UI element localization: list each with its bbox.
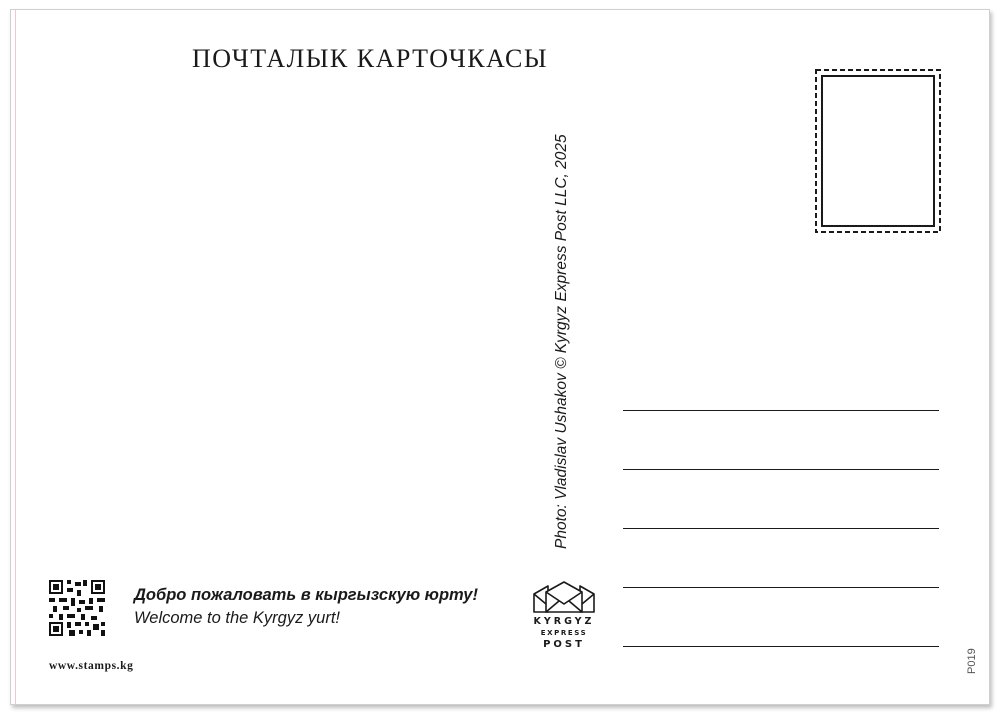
kyrgyz-express-post-logo <box>529 580 599 660</box>
caption-english: Welcome to the Kyrgyz yurt! <box>134 609 341 627</box>
logo-line-express: EXPRESS <box>540 628 588 637</box>
postcard <box>10 9 990 705</box>
address-line <box>623 528 939 529</box>
card-edge <box>15 10 16 704</box>
address-line <box>623 410 939 411</box>
logo-line-kyrgyz: KYRGYZ <box>533 616 595 627</box>
caption-russian: Добро пожаловать в кыргызскую юрту! <box>134 586 478 604</box>
website-link: www.stamps.kg <box>49 660 134 672</box>
address-line <box>623 587 939 588</box>
qr-code-icon <box>49 580 105 636</box>
stamp-placeholder <box>813 67 943 235</box>
postcard-title: ПОЧТАЛЫК КАРТОЧКАСЫ <box>191 44 549 73</box>
card-code: P019 <box>966 648 978 674</box>
address-line <box>623 646 939 647</box>
photo-credit: Photo: Vladislav Ushakov © Kyrgyz Express Post LLC, 2025 <box>553 134 570 549</box>
envelopes-icon <box>532 580 596 614</box>
logo-line-post: POST <box>543 638 585 650</box>
address-line <box>623 469 939 470</box>
